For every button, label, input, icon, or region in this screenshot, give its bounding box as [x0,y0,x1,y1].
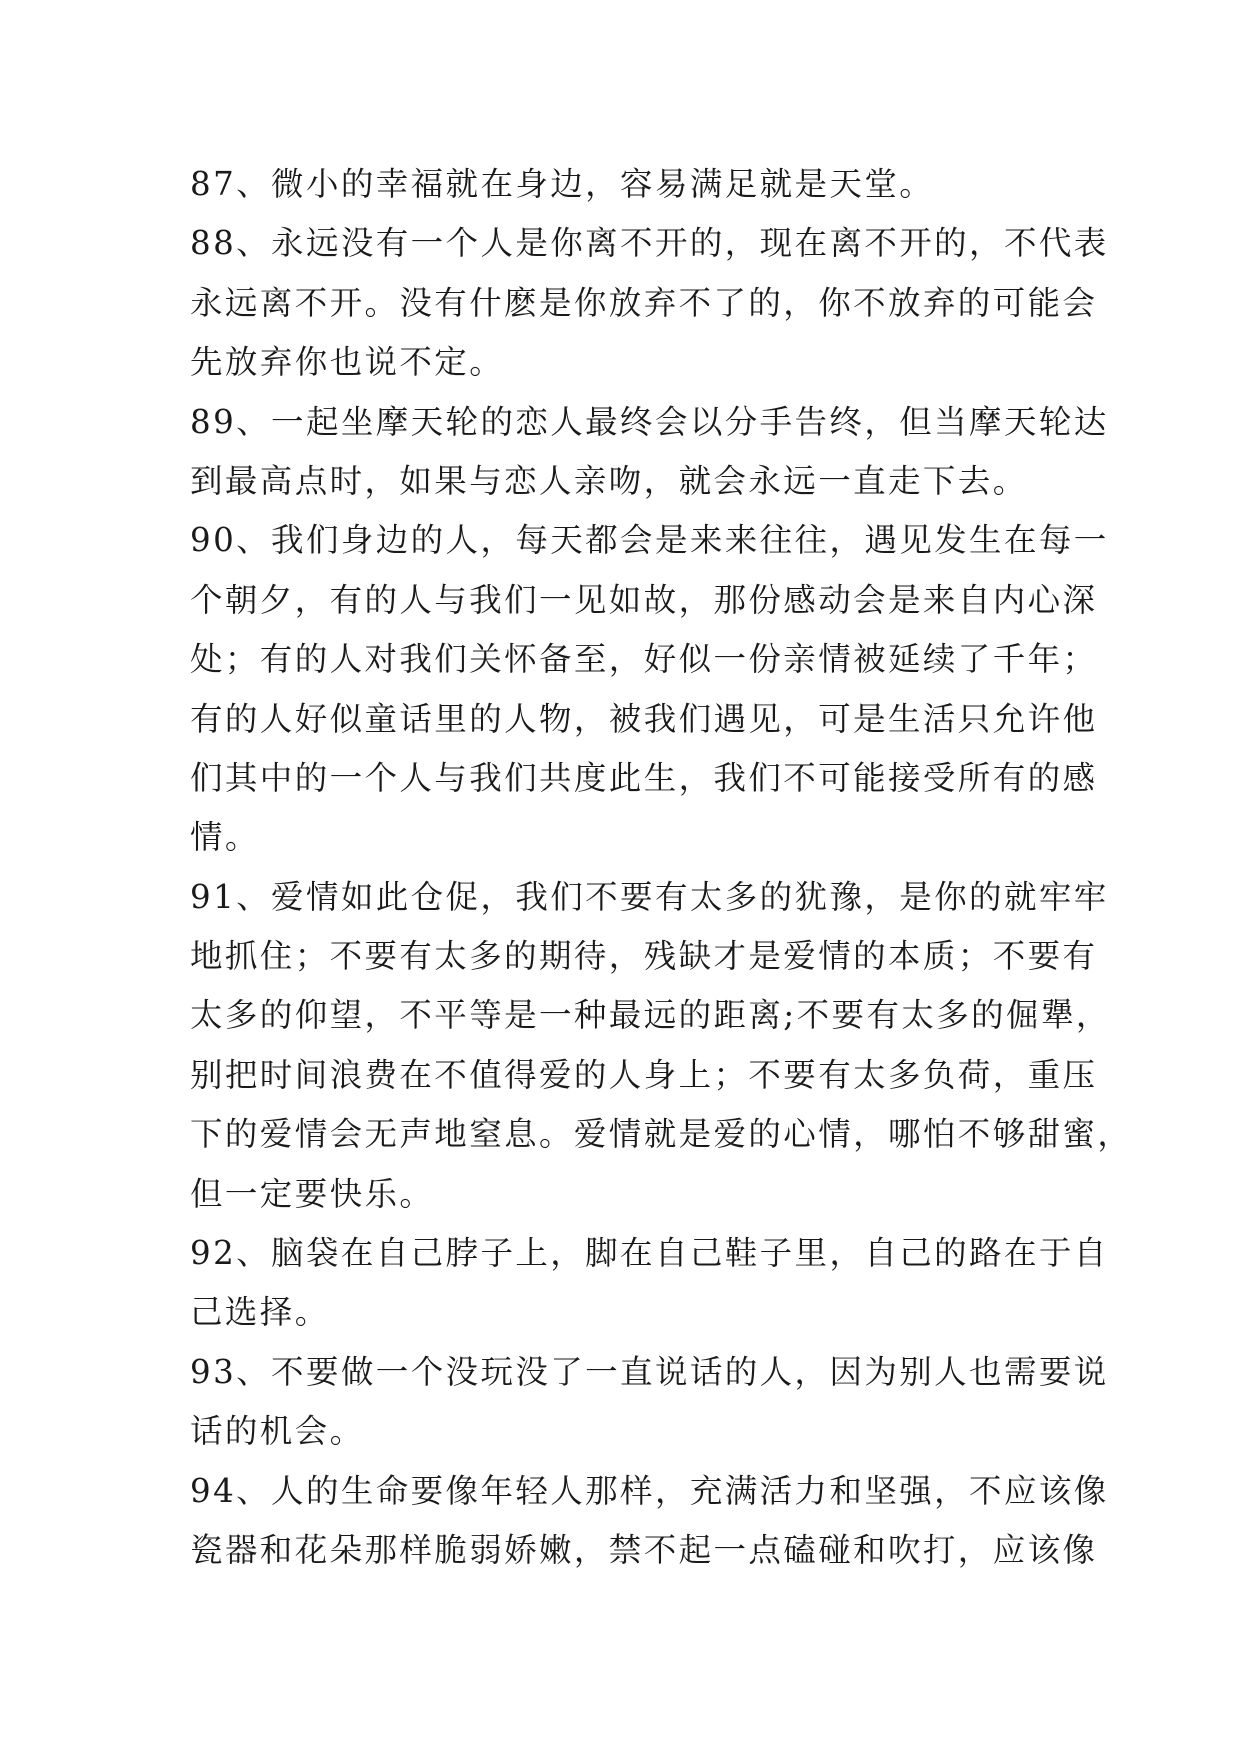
text-line: 处；有的人对我们关怀备至，好似一份亲情被延续了千年； [190,640,1098,679]
text-line: 永远离不开。没有什麽是你放弃不了的，你不放弃的可能会 [190,283,1098,322]
text-line: 们其中的一个人与我们共度此生，我们不可能接受所有的感 [190,758,1098,797]
text-line: 己选择。 [190,1293,330,1332]
text-line: 地抓住；不要有太多的期待，残缺才是爱情的本质；不要有 [190,937,1098,976]
text-line: 别把时间浪费在不值得爱的人身上；不要有太多负荷，重压 [190,1055,1098,1094]
text-line: 情。 [190,818,260,857]
text-line: 88、永远没有一个人是你离不开的，现在离不开的，不代表 [190,224,1109,263]
text-line: 先放弃你也说不定。 [190,343,505,382]
text-line: 到最高点时，如果与恋人亲吻，就会永远一直走下去。 [190,461,1028,500]
text-line: 90、我们身边的人，每天都会是来来往往，遇见发生在每一 [190,521,1109,560]
text-line: 94、人的生命要像年轻人那样，充满活力和坚强，不应该像 [190,1471,1109,1510]
text-line: 太多的仰望，不平等是一种最远的距离;不要有太多的倔犟， [190,996,1111,1035]
text-line: 89、一起坐摩天轮的恋人最终会以分手告终，但当摩天轮达 [190,402,1109,441]
text-line: 瓷器和花朵那样脆弱娇嫩，禁不起一点磕碰和吹打，应该像 [190,1530,1098,1569]
text-line: 个朝夕，有的人与我们一见如故，那份感动会是来自内心深 [190,580,1098,619]
text-line: 有的人好似童话里的人物，被我们遇见，可是生活只允许他 [190,699,1098,738]
text-line: 93、不要做一个没玩没了一直说话的人，因为别人也需要说 [190,1352,1109,1391]
text-line: 下的爱情会无声地窒息。爱情就是爱的心情，哪怕不够甜蜜， [190,1115,1133,1154]
text-line: 但一定要快乐。 [190,1174,435,1213]
text-line: 91、爱情如此仓促，我们不要有太多的犹豫，是你的就牢牢 [190,877,1109,916]
text-line: 87、微小的幸福就在身边，容易满足就是天堂。 [190,165,935,203]
text-line: 92、脑袋在自己脖子上，脚在自己鞋子里，自己的路在于自 [190,1234,1109,1273]
document-body [190,155,1133,1580]
text-line: 话的机会。 [190,1412,365,1451]
